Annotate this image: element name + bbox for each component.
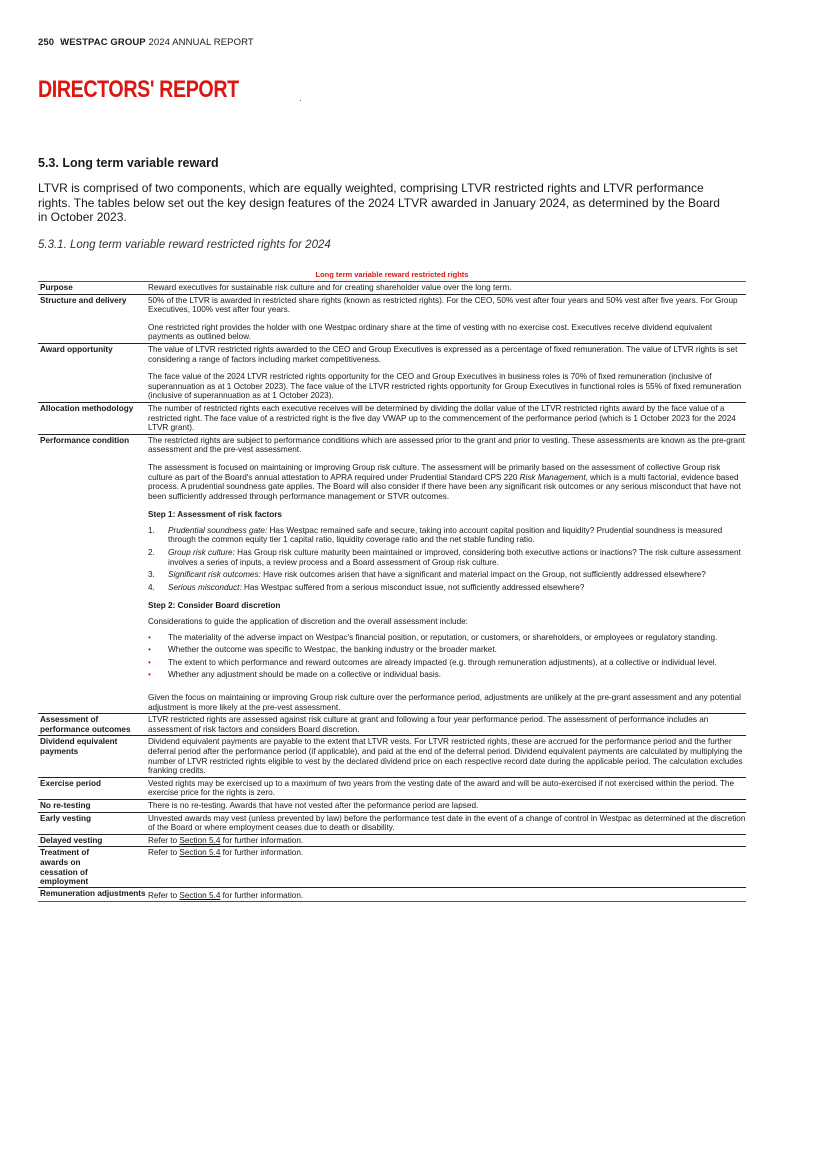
- row-value: LTVR restricted rights are assessed against risk culture at grant and following a four year performance period. The assessment of performance includes an assessment of risk factors and considers Board discretion.: [148, 715, 709, 734]
- text-italic: Risk Management: [519, 472, 586, 482]
- paragraph: One restricted right provides the holder with one Westpac ordinary share at the time of vesting with no exercise cost. Executives receive dividend equivalent payments as outlined below.: [148, 322, 713, 342]
- list-item: [148, 570, 746, 580]
- text-span: Refer to: [148, 890, 180, 900]
- item-number: 1.: [148, 525, 155, 535]
- row-value: [148, 295, 746, 343]
- bullet-icon: •: [148, 645, 151, 655]
- row-label: Allocation methodology: [40, 403, 134, 413]
- row-value: There is no re-testing. Awards that have not vested after the peformance period are lapsed.: [148, 800, 479, 810]
- row-label: Structure and delivery: [40, 295, 127, 305]
- item-text: Have risk outcomes arisen that have a significant and material impact on the Group, not sufficiently addressed elsewhere?: [260, 570, 706, 580]
- brand-name: WESTPAC GROUP: [60, 37, 146, 48]
- row-value: [148, 888, 746, 902]
- text-span: for further information.: [220, 848, 304, 858]
- list-item: [148, 633, 746, 643]
- table-row: [38, 735, 746, 776]
- item-text: Has Westpac suffered from a serious misconduct issue, not sufficiently addressed elsewhere?: [241, 582, 585, 592]
- table-row: [38, 846, 746, 886]
- item-text: Whether the outcome was specific to Westpac, the banking industry or the broader market.: [168, 645, 497, 655]
- text-span: for further information.: [220, 835, 304, 845]
- list-item: [148, 645, 746, 655]
- subsection-title: 5.3.1. Long term variable reward restricted rights for 2024: [38, 239, 331, 251]
- table-row: [38, 713, 746, 735]
- list-item: [148, 670, 746, 680]
- section-intro: LTVR is comprised of two components, which are equally weighted, comprising LTVR restricted rights and LTVR performance rights. The tables below set out the key design features of the 2024 LTVR awarded in January 2024, as determined by the Board in October 2023.: [38, 181, 720, 224]
- report-name: 2024 ANNUAL REPORT: [148, 37, 254, 48]
- table-caption: Long term variable reward restricted rights: [315, 270, 469, 279]
- paragraph: Given the focus on maintaining or improving Group risk culture over the performance period, adjustments are unlikely at the pre-grant assessment and any potential adjustment is more likely at the pre-vest assessment.: [148, 693, 741, 712]
- row-label: Delayed vesting: [40, 835, 103, 845]
- table-row: [38, 294, 746, 343]
- item-term: Prudential soundness gate:: [168, 525, 268, 535]
- row-label: Performance condition: [40, 435, 130, 445]
- section-link[interactable]: Section 5.4: [179, 835, 221, 845]
- item-term: Significant risk outcomes:: [168, 570, 261, 580]
- risk-factor-list: [148, 526, 746, 593]
- table-row: [38, 343, 746, 402]
- row-label: Remuneration adjustments: [40, 888, 146, 898]
- text-span: The assessment is focused on maintaining or improving Group risk culture. The assessment will be primarily based on the assessment of collective Group risk culture as part of the Board's annual attestation to APRA required under Prudential Standard CPS 220: [148, 462, 721, 482]
- bullet-icon: •: [148, 670, 151, 680]
- table-row: [38, 402, 746, 434]
- row-value: Unvested awards may vest (unless prevented by law) before the performance test date in the event of a change of control in Westpac as determined at the discretion of the Board or where employment ceases due to death or disability.: [148, 813, 746, 833]
- row-label: Exercise period: [40, 778, 101, 788]
- list-item: [148, 658, 746, 668]
- row-value: [148, 344, 746, 402]
- row-value: [148, 435, 746, 713]
- table-row: [38, 434, 746, 713]
- paragraph: The face value of the 2024 LTVR restricted rights opportunity for the CEO and Group Executives in business roles is 70% of fixed remuneration (inclusive of superannuation as at 1 October 2023). The face value of the LTVR restricted rights opportunity for Group Executives in functional roles is 55% of fixed remuneration (inclusive of superannuation as at 1 October 2023).: [148, 372, 742, 401]
- bullet-icon: •: [148, 657, 151, 667]
- row-label: Treatment of awards on cessation of employment: [40, 848, 90, 887]
- report-title: DIRECTORS' REPORT: [38, 76, 239, 103]
- item-term: Group risk culture:: [168, 548, 235, 558]
- paragraph: 50% of the LTVR is awarded in restricted share rights (known as restricted rights). For the CEO, 50% vest after four years and 50% vest after five years. For Group Executives, 100% vest after four years.: [148, 295, 738, 315]
- item-text: Has Group risk culture maturity been maintained or improved, considering both executive actions or inactions? The risk culture assessment involves a series of inputs, a review process and a Board assessment of Group risk culture.: [168, 548, 741, 567]
- list-item: [148, 548, 746, 567]
- item-text: The extent to which performance and reward outcomes are already impacted (e.g. through remuneration adjustments), at a collective or individual level.: [168, 657, 717, 667]
- row-label: Assessment of performance outcomes: [40, 715, 131, 734]
- section-title: 5.3. Long term variable reward: [38, 156, 219, 170]
- section-link[interactable]: Section 5.4: [179, 890, 221, 900]
- step-heading: Step 2: Consider Board discretion: [148, 601, 281, 611]
- considerations-list: [148, 633, 746, 680]
- step-heading: Step 1: Assessment of risk factors: [148, 510, 282, 520]
- paragraph: [148, 463, 746, 501]
- row-value: Reward executives for sustainable risk culture and for creating shareholder value over the long term.: [148, 283, 512, 292]
- row-value: The number of restricted rights each executive receives will be determined by dividing the dollar value of the LTVR restricted rights award by the face value of a restricted right. The face value of a restricted right is the five day VWAP up to the commencement of the performance period (which is 1 October 2023 for the 2024 LTVR grant).: [148, 403, 736, 433]
- text-span: Refer to: [148, 848, 180, 858]
- item-number: 4.: [148, 582, 155, 592]
- paragraph: The value of LTVR restricted rights awarded to the CEO and Group Executives is expressed as a percentage of fixed remuneration. The value of LTVR rights is set considering a range of factors including market competitiveness.: [148, 344, 738, 364]
- text-span: for further information.: [220, 890, 304, 900]
- row-value: Vested rights may be exercised up to a maximum of two years from the vesting date of the award and will be auto-exercised if not exercised within the period. The exercise price for the rights is zero.: [148, 778, 735, 798]
- item-text: The materiality of the adverse impact on Westpac's financial position, or reputation, or customers, or shareholders, or employees or regulatory standing.: [168, 632, 718, 642]
- row-value: [148, 835, 746, 847]
- row-label: Early vesting: [40, 813, 91, 823]
- table-row: [38, 887, 746, 902]
- table-row: [38, 282, 746, 294]
- table-row: [38, 834, 746, 847]
- item-number: 3.: [148, 570, 155, 580]
- row-label: Purpose: [40, 283, 73, 292]
- ltvr-table: [38, 281, 746, 902]
- table-row: [38, 812, 746, 834]
- row-value: Dividend equivalent payments are payable to the extent that LTVR vests. For LTVR restricted rights, these are accrued for the performance period and the further deferral period after the performance period (if applicable), and paid at the end of the deferral period. Dividend equivalent payments are calculated by multiplying the number of LTVR restricted rights eligible to vest by the declared dividend price on each respective record date during the applicable period. The calculation excludes franking credits.: [148, 737, 743, 776]
- item-number: 2.: [148, 548, 155, 558]
- text-span: , which is a multi factorial, evidence based process. A prudential soundness gate applies. The Board will also consider if there have been any significant risk outcomes or any serious misconduct that have not been sufficiently addressed through performance management or STVR outcomes.: [148, 472, 741, 501]
- item-term: Serious misconduct:: [168, 582, 242, 592]
- page-header: [38, 37, 254, 48]
- item-text: Whether any adjustment should be made on a collective or individual basis.: [168, 670, 442, 680]
- row-label: No re-testing: [40, 800, 91, 810]
- row-value: [148, 847, 746, 886]
- table-row: [38, 777, 746, 799]
- bullet-icon: •: [148, 632, 151, 642]
- list-item: [148, 526, 746, 545]
- stray-dot: [300, 100, 301, 101]
- text-span: Refer to: [148, 835, 180, 845]
- row-label: Dividend equivalent payments: [40, 737, 118, 756]
- table-row: [38, 799, 746, 812]
- item-text: Has Westpac remained safe and secure, taking into account capital position and liquidity? Prudential soundness is measured through the common equity tier 1 capital ratio, liquidity coverage ratio and the net stable funding ratio.: [168, 525, 723, 545]
- paragraph: Considerations to guide the application of discretion and the overall assessment include:: [148, 617, 468, 627]
- section-link[interactable]: Section 5.4: [179, 848, 221, 858]
- paragraph: The restricted rights are subject to performance conditions which are assessed prior to the grant and prior to vesting. These assessments are known as the pre-grant assessment and the pre-vest assessment.: [148, 435, 745, 455]
- page-number: 250: [38, 37, 55, 48]
- row-label: Award opportunity: [40, 344, 113, 354]
- list-item: [148, 583, 746, 593]
